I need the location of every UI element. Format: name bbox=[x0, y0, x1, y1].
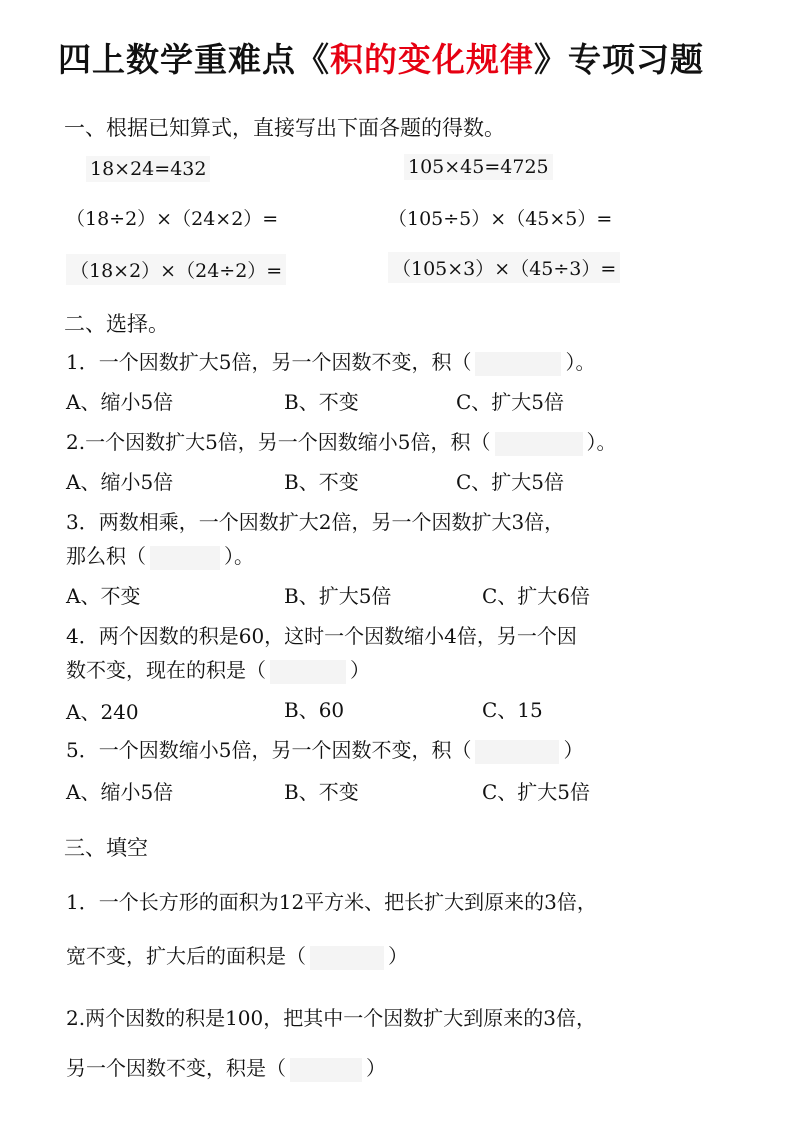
fill-question-1-line2 bbox=[66, 940, 408, 970]
q3-option-b[interactable]: B、扩大5倍 bbox=[284, 584, 392, 608]
fill-question-1-text: 宽不变，扩大后的面积是（ bbox=[66, 944, 306, 968]
fill-question-1-end: ） bbox=[388, 944, 408, 968]
question-3-line2 bbox=[66, 540, 254, 570]
q2-option-c[interactable]: C、扩大5倍 bbox=[456, 470, 565, 494]
question-5-end: ） bbox=[563, 738, 584, 762]
equation2-right: （105×3）×（45÷3）= bbox=[388, 252, 620, 283]
answer-blank[interactable] bbox=[310, 946, 384, 970]
answer-blank[interactable] bbox=[495, 432, 583, 456]
fill-question-1-line1: 1．一个长方形的面积为12平方米、把长扩大到原来的3倍， bbox=[66, 890, 597, 914]
answer-blank[interactable] bbox=[475, 352, 561, 376]
fill-question-2-line2 bbox=[66, 1052, 386, 1082]
title-prefix: 四上数学重难点《 bbox=[58, 40, 330, 79]
q5-option-b[interactable]: B、不变 bbox=[284, 780, 359, 804]
fill-question-2-line1: 2.两个因数的积是100，把其中一个因数扩大到原来的3倍， bbox=[66, 1006, 596, 1030]
q4-option-a[interactable]: A、240 bbox=[66, 700, 139, 724]
question-3-line1: 3．两数相乘，一个因数扩大2倍，另一个因数扩大3倍， bbox=[66, 510, 565, 534]
q2-option-a[interactable]: A、缩小5倍 bbox=[66, 470, 174, 494]
question-4-text: 数不变，现在的积是（ bbox=[66, 658, 266, 682]
fill-question-2-text: 另一个因数不变，积是（ bbox=[66, 1056, 286, 1080]
known-equation-right: 105×45=4725 bbox=[404, 154, 553, 180]
q2-option-b[interactable]: B、不变 bbox=[284, 470, 359, 494]
q1-option-b[interactable]: B、不变 bbox=[284, 390, 359, 414]
answer-blank[interactable] bbox=[290, 1058, 362, 1082]
question-3-text: 那么积（ bbox=[66, 544, 146, 568]
known-equation-left: 18×24=432 bbox=[86, 156, 210, 182]
q3-option-c[interactable]: C、扩大6倍 bbox=[482, 584, 591, 608]
section1-heading: 一、根据已知算式，直接写出下面各题的得数。 bbox=[64, 116, 505, 140]
question-4-line1: 4．两个因数的积是60，这时一个因数缩小4倍，另一个因 bbox=[66, 624, 577, 648]
question-2 bbox=[66, 426, 617, 456]
question-4-end: ） bbox=[350, 658, 370, 682]
answer-blank[interactable] bbox=[475, 740, 559, 764]
equation1-right: （105÷5）×（45×5）= bbox=[388, 208, 613, 230]
q5-option-a[interactable]: A、缩小5倍 bbox=[66, 780, 174, 804]
question-5-text: 5．一个因数缩小5倍，另一个因数不变，积（ bbox=[66, 738, 472, 762]
title-highlight: 积的变化规律 bbox=[330, 40, 534, 79]
question-2-text: 2.一个因数扩大5倍，另一个因数缩小5倍，积（ bbox=[66, 430, 491, 454]
answer-blank[interactable] bbox=[150, 546, 220, 570]
q1-option-c[interactable]: C、扩大5倍 bbox=[456, 390, 565, 414]
q4-option-b[interactable]: B、60 bbox=[284, 698, 345, 722]
section2-heading: 二、选择。 bbox=[64, 312, 169, 336]
title-suffix: 》专项习题 bbox=[534, 40, 704, 79]
question-1-end: ）。 bbox=[565, 350, 596, 374]
page-title bbox=[58, 34, 704, 81]
question-1-text: 1．一个因数扩大5倍，另一个因数不变，积（ bbox=[66, 350, 472, 374]
fill-question-2-end: ） bbox=[366, 1056, 386, 1080]
question-1 bbox=[66, 346, 595, 376]
equation1-left: （18÷2）×（24×2）= bbox=[66, 208, 279, 230]
section3-heading: 三、填空 bbox=[64, 836, 148, 860]
q4-option-c[interactable]: C、15 bbox=[482, 698, 543, 722]
q1-option-a[interactable]: A、缩小5倍 bbox=[66, 390, 174, 414]
q5-option-c[interactable]: C、扩大5倍 bbox=[482, 780, 591, 804]
question-4-line2 bbox=[66, 654, 370, 684]
equation2-left: （18×2）×（24÷2）= bbox=[66, 254, 286, 285]
question-3-end: ）。 bbox=[224, 544, 254, 568]
question-2-end: ）。 bbox=[586, 430, 617, 454]
question-5 bbox=[66, 734, 583, 764]
q3-option-a[interactable]: A、不变 bbox=[66, 584, 141, 608]
answer-blank[interactable] bbox=[270, 660, 346, 684]
